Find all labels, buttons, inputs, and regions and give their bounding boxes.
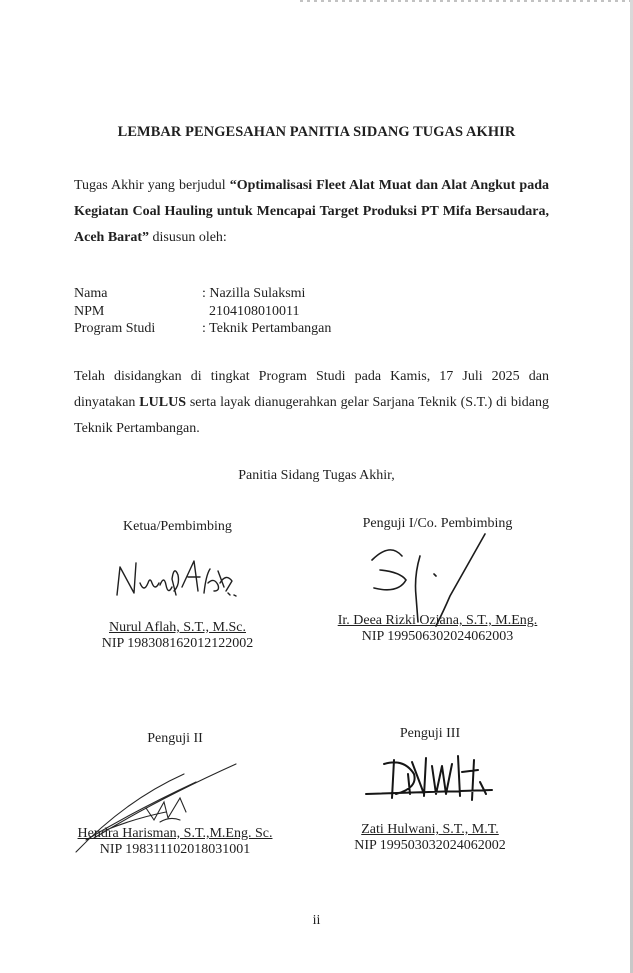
- examiner-block-penguji3: [340, 726, 520, 742]
- thesis-title: “Optimalisasi Fleet Alat Muat dan Alat Angkut pada Kegiatan Coal Hauling untuk Mencapai Target Produksi PT Mifa Bersaudara, Aceh Barat”: [74, 178, 550, 245]
- examiner-block-penguji2: [70, 731, 280, 747]
- examiner-name: Zati Hulwani, S.T., M.T.: [361, 822, 499, 837]
- signature-ketua: [112, 553, 242, 608]
- verdict-before: Telah disidangkan di tingkat Program Studi pada Kamis, 17 Juli 2025 dan dinyatakan: [74, 369, 549, 410]
- npm-label: NPM: [74, 303, 105, 319]
- examiner-block-ketua: [80, 519, 275, 535]
- page-number: ii: [312, 913, 321, 928]
- page-title: LEMBAR PENGESAHAN PANITIA SIDANG TUGAS AKHIR: [117, 124, 516, 140]
- student-prodi-row: [74, 320, 331, 338]
- signature-penguji3: [362, 750, 502, 810]
- student-info: [74, 285, 331, 338]
- examiner-role: Penguji III: [399, 726, 461, 741]
- examiner-name: Nurul Aflah, S.T., M.Sc.: [108, 620, 246, 635]
- verdict-result: LULUS: [139, 395, 186, 410]
- intro-suffix: disusun oleh:: [149, 230, 227, 245]
- name-value: : Nazilla Sulaksmi: [202, 286, 306, 301]
- intro-prefix: Tugas Akhir yang berjudul: [74, 178, 230, 193]
- examiner-nip: NIP 198308162012122002: [101, 636, 254, 651]
- student-npm-row: [74, 303, 331, 321]
- prodi-label: Program Studi: [74, 321, 156, 336]
- examiner-nip: NIP 199506302024062003: [361, 629, 514, 644]
- student-name-row: [74, 285, 331, 303]
- examiner-id-penguji3: [340, 822, 520, 854]
- examiner-role: Ketua/Pembimbing: [123, 519, 232, 534]
- scan-edge-top: [300, 0, 633, 2]
- examiner-id-ketua: [80, 620, 275, 652]
- examiner-id-penguji2: [70, 826, 280, 858]
- verdict-after: serta layak dianugerahkan gelar Sarjana Teknik (S.T.) di bidang Teknik Pertambangan.: [74, 395, 549, 436]
- committee-heading: Panitia Sidang Tugas Akhir,: [238, 468, 395, 483]
- examiner-role: Penguji I/Co. Pembimbing: [362, 516, 513, 531]
- examiner-name: Ir. Deea Rizki Oziana, S.T., M.Eng.: [337, 613, 538, 628]
- examiner-role: Penguji II: [147, 731, 203, 746]
- examiner-name: Hendra Harisman, S.T.,M.Eng. Sc.: [77, 826, 273, 841]
- examiner-id-penguji1: [330, 613, 545, 645]
- prodi-value: : Teknik Pertambangan: [202, 321, 332, 336]
- name-label: Nama: [74, 286, 108, 301]
- examiner-nip: NIP 198311102018031001: [99, 842, 251, 857]
- examiner-nip: NIP 199503032024062002: [354, 838, 506, 853]
- verdict-paragraph: [74, 364, 549, 442]
- intro-paragraph: [74, 173, 549, 251]
- npm-value: 2104108010011: [202, 303, 300, 319]
